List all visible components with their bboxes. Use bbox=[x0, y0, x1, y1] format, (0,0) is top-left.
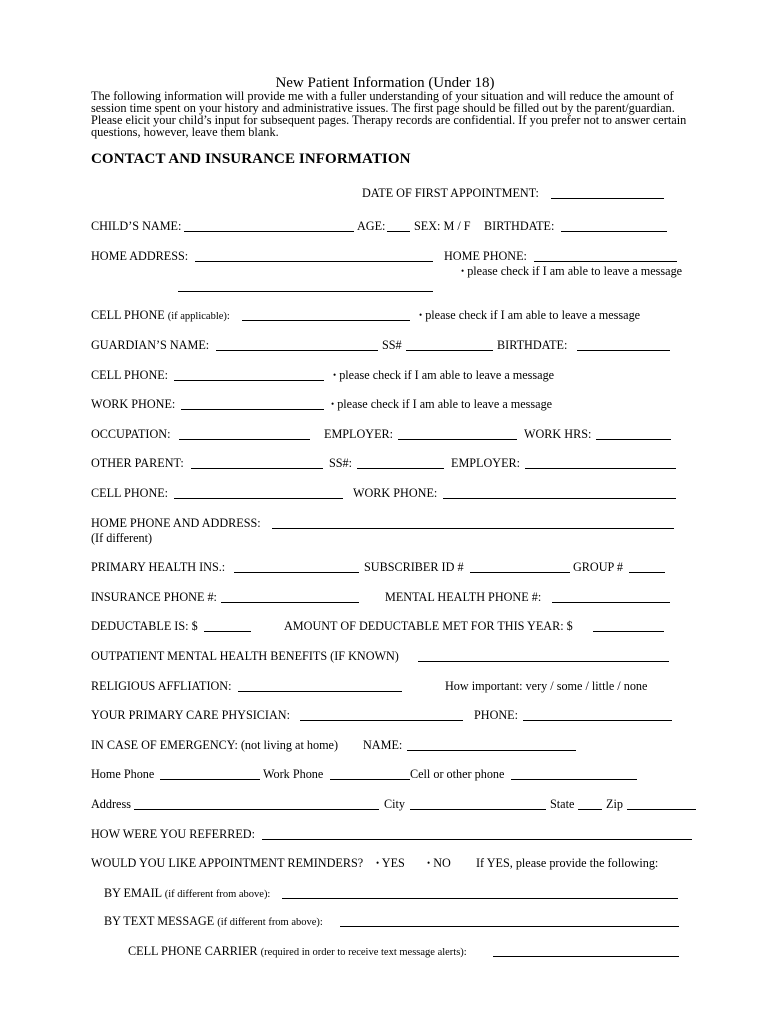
label-other-parent-ss: SS#: bbox=[329, 456, 353, 470]
field-home-address-line2[interactable] bbox=[178, 291, 433, 292]
intro-paragraph: The following information will provide me with a fuller understanding of your situation and will reduce the amount of session time spent on your history and administrative issues. The first page should be filled out by the parent/guardian. Please elicit your child’s input for subsequent pages. Therapy records are confidential. If you prefer not to answer certain questions, however, leave them blank. bbox=[91, 89, 687, 139]
checkbox-reminders-no[interactable]: • NO bbox=[427, 856, 451, 870]
field-guardian-work-phone[interactable] bbox=[181, 409, 324, 410]
label-other-parent-cell: CELL PHONE: bbox=[91, 486, 169, 500]
field-by-text[interactable] bbox=[340, 926, 679, 927]
field-pcp[interactable] bbox=[300, 720, 463, 721]
label-address: Address bbox=[91, 797, 131, 811]
field-other-parent[interactable] bbox=[191, 468, 323, 469]
field-home-phone-address[interactable] bbox=[272, 528, 674, 529]
label-pcp: YOUR PRIMARY CARE PHYSICIAN: bbox=[91, 708, 290, 722]
field-other-parent-ss[interactable] bbox=[357, 468, 444, 469]
field-pcp-phone[interactable] bbox=[523, 720, 672, 721]
field-group[interactable] bbox=[629, 572, 665, 573]
field-other-parent-work[interactable] bbox=[443, 498, 676, 499]
field-emergency-name[interactable] bbox=[407, 750, 576, 751]
label-amount-met: AMOUNT OF DEDUCTABLE MET FOR THIS YEAR: $ bbox=[284, 619, 573, 633]
label-home-phone-address: HOME PHONE AND ADDRESS: bbox=[91, 516, 261, 530]
field-religious[interactable] bbox=[238, 691, 402, 692]
label-pcp-phone: PHONE: bbox=[474, 708, 519, 722]
field-carrier[interactable] bbox=[493, 956, 679, 957]
label-guardian-cell: CELL PHONE: bbox=[91, 368, 169, 382]
field-home-phone[interactable] bbox=[534, 261, 677, 262]
label-mental-health-phone: MENTAL HEALTH PHONE #: bbox=[385, 590, 542, 604]
field-emergency-work-phone[interactable] bbox=[330, 779, 410, 780]
field-guardians-name[interactable] bbox=[216, 350, 378, 351]
field-employer[interactable] bbox=[398, 439, 517, 440]
label-how-important[interactable]: How important: very / some / little / none bbox=[445, 679, 648, 693]
field-occupation[interactable] bbox=[179, 439, 310, 440]
field-zip[interactable] bbox=[627, 809, 696, 810]
field-guardian-birthdate[interactable] bbox=[577, 350, 670, 351]
label-city: City bbox=[384, 797, 405, 811]
checkbox-reminders-yes[interactable]: • YES bbox=[376, 856, 405, 870]
label-emergency-home-phone: Home Phone bbox=[91, 767, 155, 781]
label-first-appointment: DATE OF FIRST APPOINTMENT: bbox=[362, 186, 539, 200]
label-home-phone: HOME PHONE: bbox=[444, 249, 527, 263]
label-other-parent-employer: EMPLOYER: bbox=[451, 456, 521, 470]
label-cell-phone-child: CELL PHONE (if applicable): bbox=[91, 308, 230, 322]
field-child-birthdate[interactable] bbox=[561, 231, 667, 232]
label-other-parent-work: WORK PHONE: bbox=[353, 486, 438, 500]
field-cell-phone-child[interactable] bbox=[242, 320, 410, 321]
label-religious: RELIGIOUS AFFLIATION: bbox=[91, 679, 232, 693]
field-state[interactable] bbox=[578, 809, 602, 810]
field-guardian-cell[interactable] bbox=[174, 380, 324, 381]
label-emergency-work-phone: Work Phone bbox=[263, 767, 324, 781]
field-other-parent-cell[interactable] bbox=[174, 498, 343, 499]
label-emergency: IN CASE OF EMERGENCY: (not living at home) bbox=[91, 738, 339, 752]
label-guardian-ss: SS# bbox=[382, 338, 402, 352]
label-outpatient-benefits: OUTPATIENT MENTAL HEALTH BENEFITS (IF KNOWN) bbox=[91, 649, 399, 663]
label-guardians-name: GUARDIAN’S NAME: bbox=[91, 338, 210, 352]
label-reminders: WOULD YOU LIKE APPOINTMENT REMINDERS? bbox=[91, 856, 364, 870]
label-work-hrs: WORK HRS: bbox=[524, 427, 592, 441]
field-deductable[interactable] bbox=[204, 631, 251, 632]
label-employer: EMPLOYER: bbox=[324, 427, 394, 441]
field-first-appointment[interactable] bbox=[551, 198, 664, 199]
field-emergency-home-phone[interactable] bbox=[160, 779, 260, 780]
label-carrier: CELL PHONE CARRIER (required in order to receive text message alerts): bbox=[128, 944, 467, 958]
label-other-parent: OTHER PARENT: bbox=[91, 456, 184, 470]
label-occupation: OCCUPATION: bbox=[91, 427, 171, 441]
checkbox-guardian-cell-message[interactable]: • please check if I am able to leave a message bbox=[333, 368, 555, 382]
section-title: CONTACT AND INSURANCE INFORMATION bbox=[91, 151, 411, 167]
label-home-address: HOME ADDRESS: bbox=[91, 249, 189, 263]
label-by-text: BY TEXT MESSAGE (if different from above): bbox=[104, 914, 323, 928]
field-age[interactable] bbox=[387, 231, 410, 232]
field-home-address[interactable] bbox=[195, 261, 433, 262]
checkbox-guardian-work-message[interactable]: • please check if I am able to leave a message bbox=[331, 397, 553, 411]
label-guardian-work-phone: WORK PHONE: bbox=[91, 397, 176, 411]
field-amount-met[interactable] bbox=[593, 631, 664, 632]
field-referred[interactable] bbox=[262, 839, 692, 840]
label-birthdate: BIRTHDATE: bbox=[484, 219, 555, 233]
label-zip: Zip bbox=[606, 797, 623, 811]
field-by-email[interactable] bbox=[282, 898, 678, 899]
checkbox-cell-phone-child-message[interactable]: • please check if I am able to leave a message bbox=[419, 308, 641, 322]
form-title: New Patient Information (Under 18) bbox=[275, 75, 495, 91]
field-guardian-ss[interactable] bbox=[406, 350, 493, 351]
label-deductable: DEDUCTABLE IS: $ bbox=[91, 619, 198, 633]
label-primary-health-ins: PRIMARY HEALTH INS.: bbox=[91, 560, 226, 574]
label-emergency-cell: Cell or other phone bbox=[410, 767, 505, 781]
field-other-parent-employer[interactable] bbox=[525, 468, 676, 469]
field-emergency-cell[interactable] bbox=[511, 779, 637, 780]
checkbox-home-phone-message[interactable]: • please check if I am able to leave a message bbox=[461, 264, 683, 278]
field-city[interactable] bbox=[410, 809, 546, 810]
label-if-different: (If different) bbox=[91, 531, 153, 545]
label-age: AGE: bbox=[357, 219, 386, 233]
label-insurance-phone: INSURANCE PHONE #: bbox=[91, 590, 217, 604]
field-outpatient-benefits[interactable] bbox=[418, 661, 669, 662]
field-insurance-phone[interactable] bbox=[221, 602, 359, 603]
field-address[interactable] bbox=[134, 809, 379, 810]
label-referred: HOW WERE YOU REFERRED: bbox=[91, 827, 255, 841]
label-subscriber-id: SUBSCRIBER ID # bbox=[364, 560, 464, 574]
field-mental-health-phone[interactable] bbox=[552, 602, 670, 603]
label-emergency-name: NAME: bbox=[363, 738, 403, 752]
field-primary-health-ins[interactable] bbox=[234, 572, 359, 573]
label-by-email: BY EMAIL (if different from above): bbox=[104, 886, 271, 900]
field-work-hrs[interactable] bbox=[596, 439, 671, 440]
label-sex: SEX: M / F bbox=[414, 219, 471, 233]
field-subscriber-id[interactable] bbox=[470, 572, 570, 573]
field-childs-name[interactable] bbox=[184, 231, 354, 232]
label-group: GROUP # bbox=[573, 560, 623, 574]
label-state: State bbox=[550, 797, 575, 811]
label-guardian-birthdate: BIRTHDATE: bbox=[497, 338, 568, 352]
label-if-yes: If YES, please provide the following: bbox=[476, 856, 659, 870]
label-childs-name: CHILD’S NAME: bbox=[91, 219, 182, 233]
